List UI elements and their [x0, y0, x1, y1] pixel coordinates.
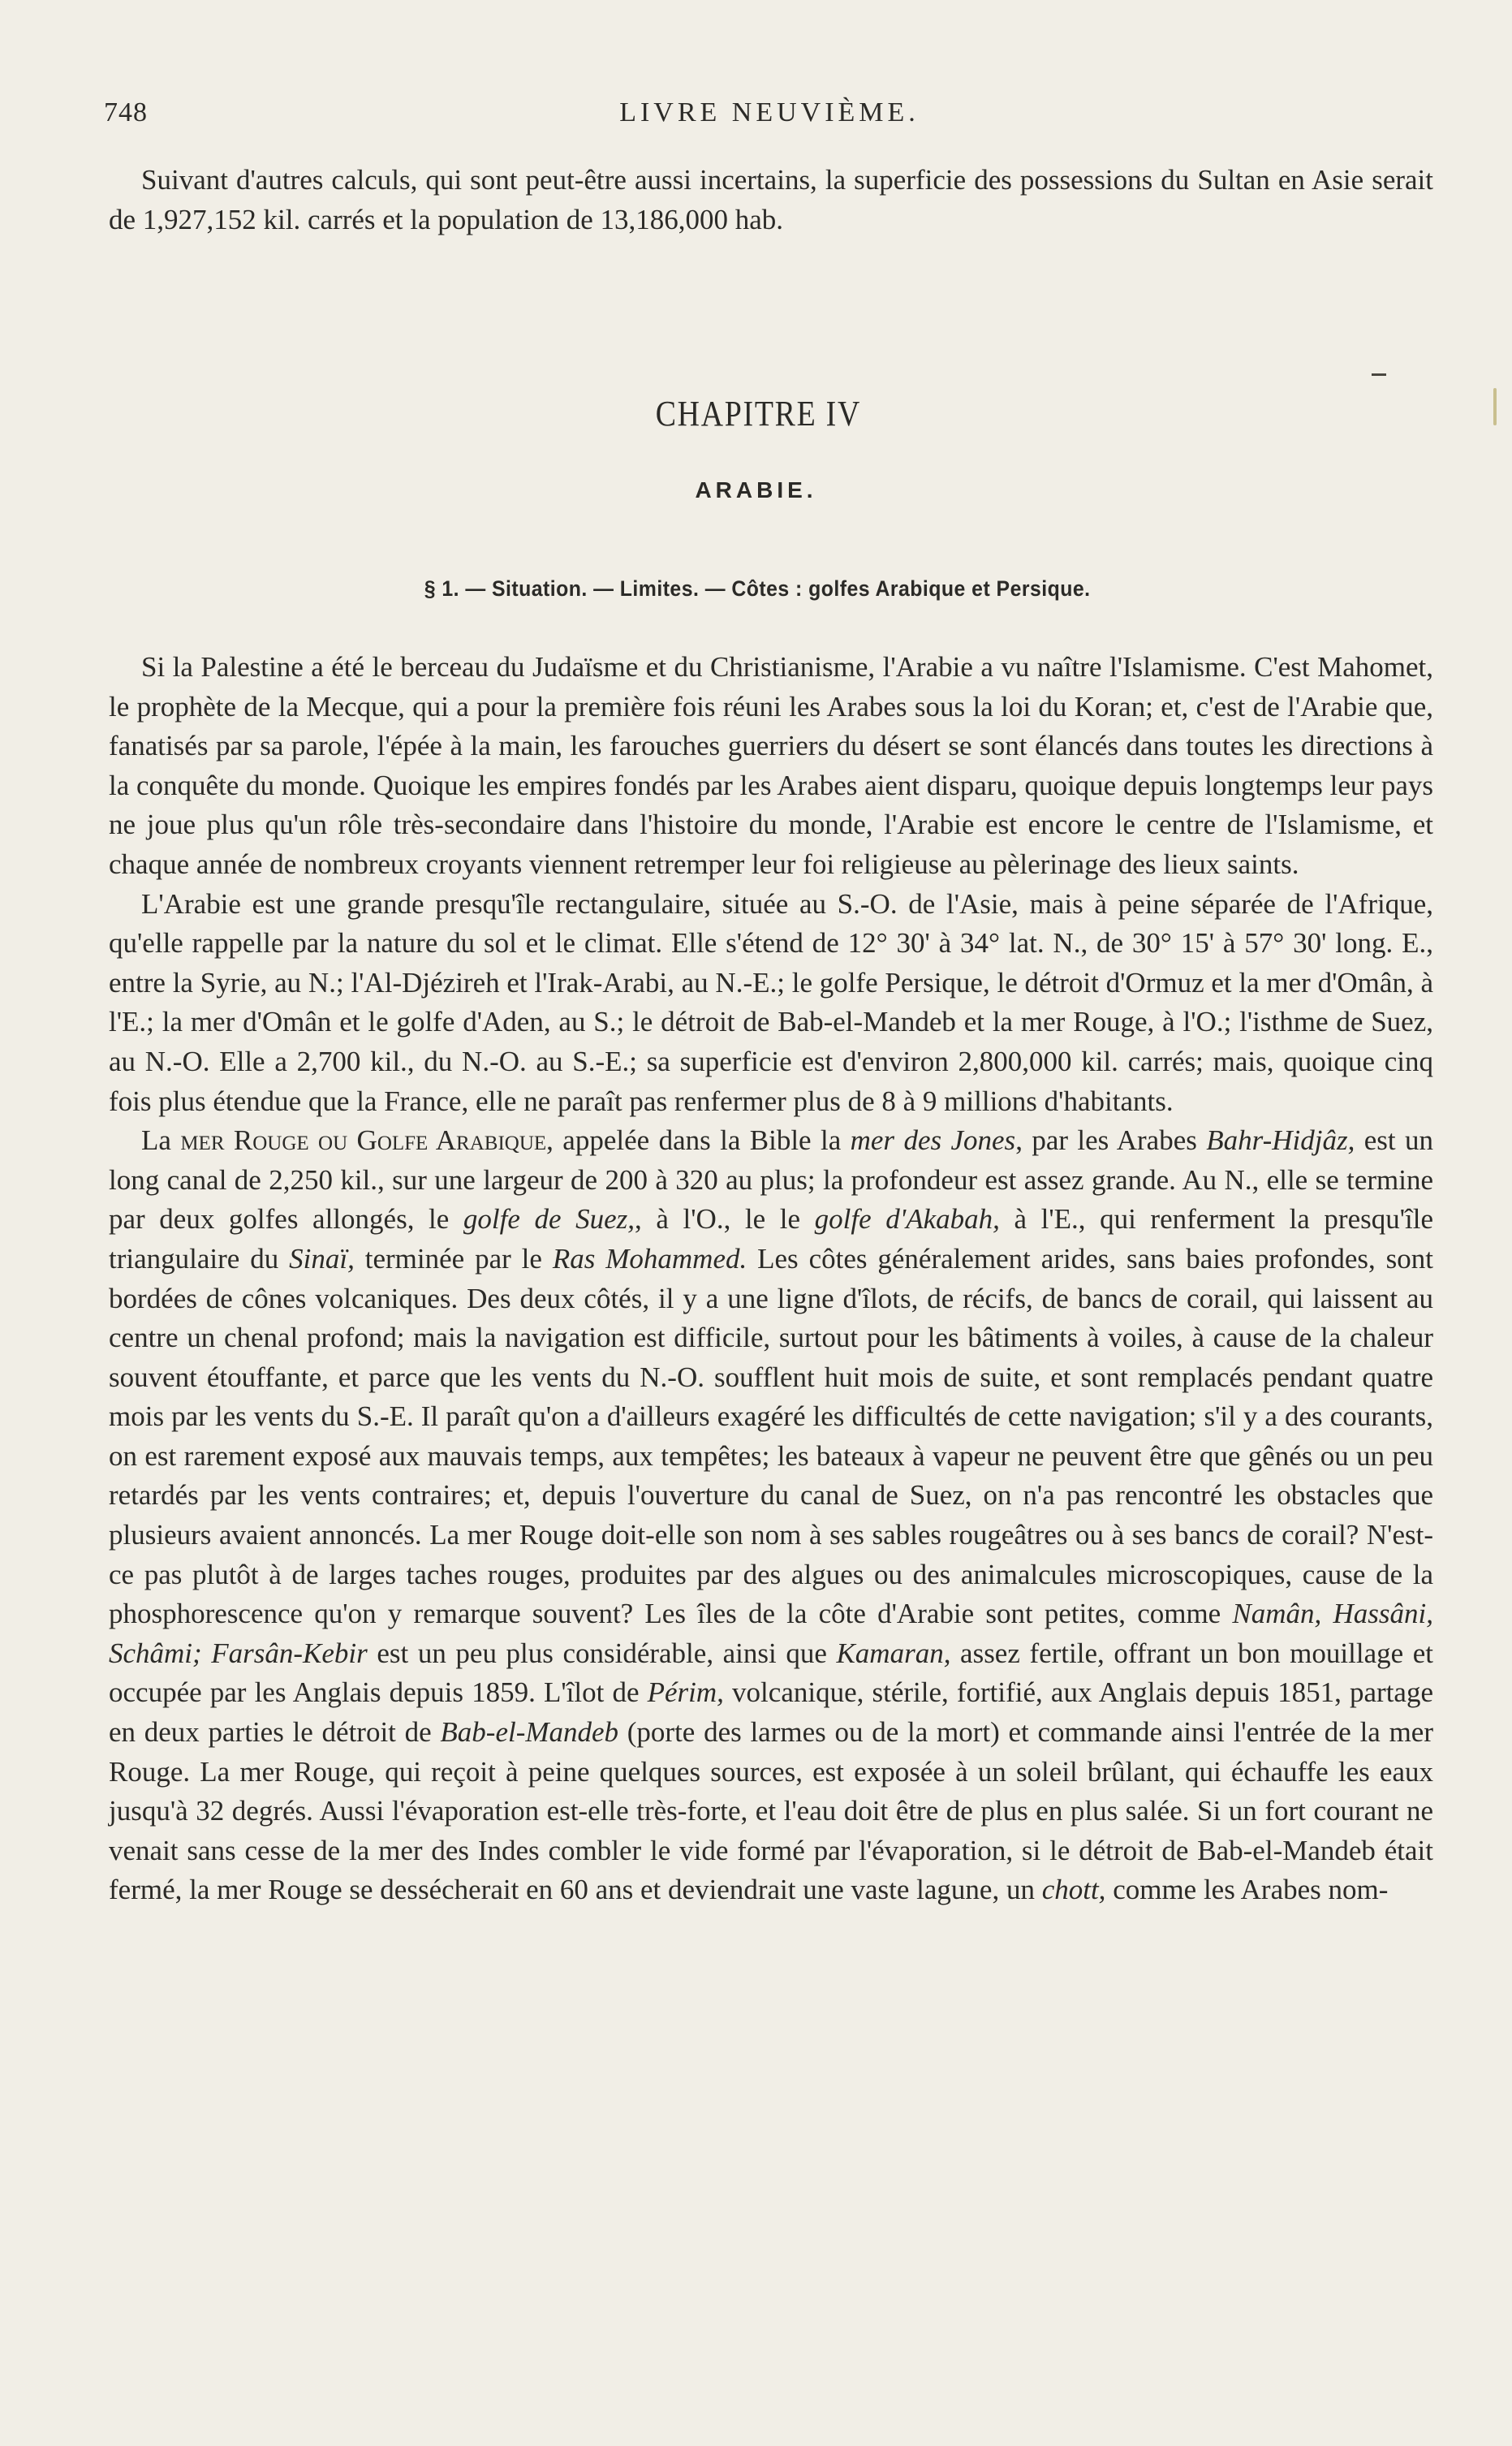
p3-italic: Kamaran,: [836, 1637, 951, 1669]
p3-italic: golfe de Suez,: [463, 1203, 635, 1236]
p3-text: est un long canal de 2,250 kil., sur une largeur de 200 à 320 au plus; la profondeur est assez grande. Au N., elle se termine par deux golfes allongés, le: [109, 1124, 1433, 1236]
chapter-subtitle: ARABIE.: [695, 477, 817, 503]
paragraph-3: [109, 1121, 1433, 1910]
page-edge-mark: [1493, 388, 1497, 425]
p3-text: terminée par le: [354, 1242, 553, 1275]
p3-italic: Ras Mohammed.: [552, 1242, 747, 1275]
p3-italic: Namân, Hassâni, Schâmi; Farsân-Kebir: [109, 1598, 1433, 1669]
p3-italic: Bahr-Hidjâz,: [1206, 1124, 1355, 1157]
body-text: [109, 648, 1433, 1910]
p3-italic: Périm,: [647, 1676, 724, 1709]
p3-text: assez fertile, offrant un bon mouillage et occupée par les Anglais depuis 1859. L'îlot de: [109, 1637, 1433, 1709]
p3-italic: mer des Jones: [850, 1124, 1016, 1157]
running-head: LIVRE NEUVIÈME.: [619, 97, 920, 127]
p3-text: , appelée dans la Bible la: [546, 1124, 851, 1157]
p3-italic: Bab-el-Mandeb: [440, 1716, 619, 1749]
p3-italic: Sinaï,: [289, 1242, 355, 1275]
p3-text: à l'E., qui renferment la presqu'île triangulaire du: [109, 1203, 1434, 1275]
p3-text: La: [141, 1124, 181, 1157]
margin-mark: [1372, 373, 1386, 376]
p3-text: comme les Arabes nom-: [1105, 1874, 1389, 1906]
p3-italic: golfe d'Akabah,: [814, 1203, 1000, 1236]
p3-text: (porte des larmes ou de la mort) et commande ainsi l'entrée de la mer Rouge. La mer Rouge, qui reçoit à peine quelques sources, est exposée à un soleil brûlant, qui échauffe les eaux jusqu'à 32 degrés. Aussi l'évaporation est-elle très-forte, et l'eau doit être de plus en plus salée. Si un fort courant ne venait sans cesse de la mer des Indes combler le vide formé par l'évaporation, si le détroit de Bab-el-Mandeb était fermé, la mer Rouge se dessécherait en 60 ans et deviendrait une vaste lagune, un: [109, 1716, 1433, 1906]
p3-smallcaps: mer Rouge ou Golfe Arabique: [180, 1124, 547, 1157]
p3-italic: chott,: [1041, 1874, 1106, 1906]
p3-text: volcanique, stérile, fortifié, aux Anglais depuis 1851, partage en deux parties le détroit de: [109, 1676, 1433, 1749]
p3-text: Les côtes généralement arides, sans baies profondes, sont bordées de cônes volcaniques. Des deux côtés, il y a une ligne d'îlots, de récifs, de bancs de corail, qui laissent au centre un chenal profond; mais la navigation est difficile, surtout pour les bâtiments à voiles, à cause de la chaleur souvent étouffante, et parce que les vents du N.-O. soufflent huit mois de suite, et sont remplacés pendant quatre mois par les vents du S.-E. Il paraît qu'on a d'ailleurs exagéré les difficultés de cette navigation; s'il y a des courants, on est rarement exposé aux mauvais temps, aux tempêtes; les bateaux à vapeur ne peuvent être que gênés ou un peu retardés par les vents contraires; et, depuis l'ouverture du canal de Suez, on n'a pas rencontré les obstacles que plusieurs avaient annoncés. La mer Rouge doit-elle son nom à ses sables rougeâtres ou à ses bancs de corail? N'est-ce pas plutôt à de larges taches rouges, produites par des algues ou des animalcules microscopiques, cause de la phosphorescence qu'on y remarque souvent? Les îles de la côte d'Arabie sont petites, comme: [109, 1242, 1433, 1630]
p3-text: , par les Arabes: [1015, 1124, 1207, 1157]
page-number: 748: [104, 97, 148, 127]
chapter-title: CHAPITRE IV: [655, 394, 862, 434]
paragraph-1: Si la Palestine a été le berceau du Judaïsme et du Christianisme, l'Arabie a vu naître l'Islamisme. C'est Mahomet, le prophète de la Mecque, qui a pour la première fois réuni les Arabes sous la loi du Koran; et, c'est de l'Arabie que, fanatisés par sa parole, l'épée à la main, les farouches guerriers du désert se sont élancés dans toutes les directions à la conquête du monde. Quoique les empires fondés par les Arabes aient disparu, quoique depuis longtemps leur pays ne joue plus qu'un rôle très-secondaire dans l'histoire du monde, l'Arabie est encore le centre de l'Islamisme, et chaque année de nombreux croyants viennent retremper leur foi religieuse au pèlerinage des lieux saints.: [109, 651, 1433, 880]
page-header: [104, 97, 1435, 138]
section-heading: § 1. — Situation. — Limites. — Côtes : golfes Arabique et Persique.: [424, 576, 1091, 601]
p3-text: , à l'O., le le: [635, 1203, 815, 1236]
paragraph-2: L'Arabie est une grande presqu'île rectangulaire, située au S.-O. de l'Asie, mais à peine séparée de l'Afrique, qu'elle rappelle par la nature du sol et le climat. Elle s'étend de 12° 30' à 34° lat. N., de 30° 15' à 57° 30' long. E., entre la Syrie, au N.; l'Al-Djézireh et l'Irak-Arabi, au N.-E.; le golfe Persique, le détroit d'Ormuz et la mer d'Omân, à l'E.; la mer d'Omân et le golfe d'Aden, au S.; le détroit de Bab-el-Mandeb et la mer Rouge, à l'O.; l'isthme de Suez, au N.-O. Elle a 2,700 kil., du N.-O. au S.-E.; sa superficie est d'environ 2,800,000 kil. carrés; mais, quoique cinq fois plus étendue que la France, elle ne paraît pas renfermer plus de 8 à 9 millions d'habitants.: [109, 887, 1433, 1117]
p3-text: est un peu plus considérable, ainsi que: [367, 1637, 837, 1669]
intro-paragraph: Suivant d'autres calculs, qui sont peut-être aussi incertains, la superficie des possessions du Sultan en Asie serait de 1,927,152 kil. carrés et la population de 13,186,000 hab.: [109, 164, 1433, 235]
